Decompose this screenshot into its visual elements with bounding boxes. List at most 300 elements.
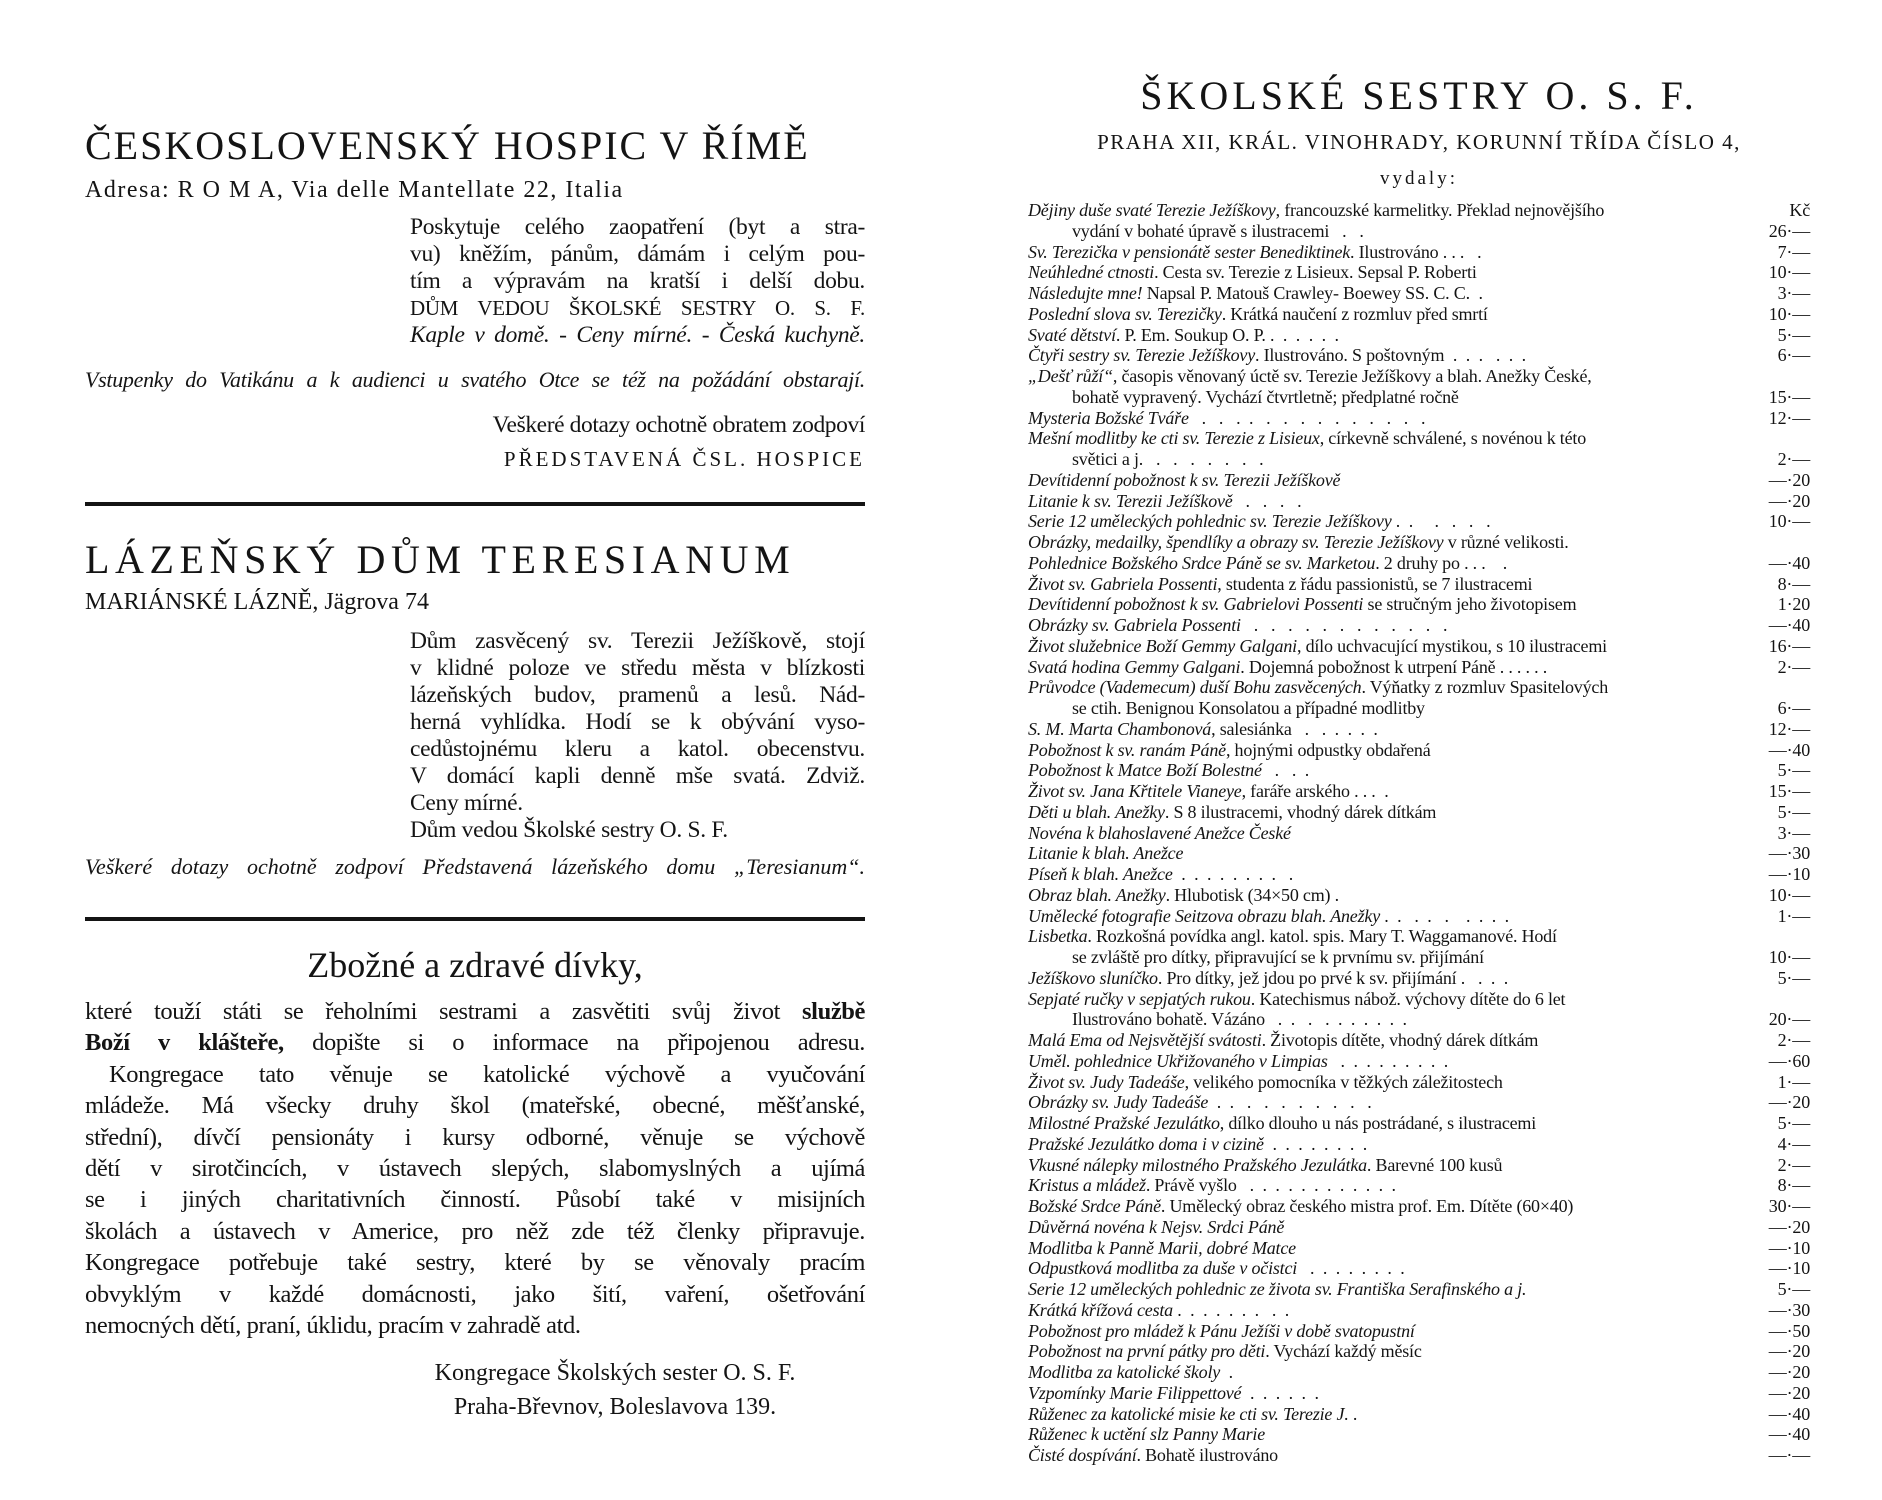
publication-row-continuation — [1028, 449, 1810, 470]
text-span: dopište si o informace na připojenou adresu. — [283, 1029, 865, 1057]
publication-title: Život sv. Gabriela Possenti — [1028, 573, 1218, 594]
publication-text — [1028, 760, 1748, 781]
publication-description: , velikého pomocníka v těžkých záležitostech — [1184, 1071, 1503, 1092]
publication-row — [1028, 1341, 1810, 1362]
publication-description: . Dojemná pobožnost k utrpení Páně . . . . . . — [1240, 656, 1548, 677]
publication-price: 1·20 — [1777, 594, 1810, 615]
publication-row — [1028, 677, 1810, 698]
publication-row — [1028, 283, 1810, 304]
publication-text — [1028, 1009, 1748, 1030]
publication-price: —·20 — [1768, 1216, 1810, 1237]
publication-price: —·20 — [1768, 1092, 1810, 1113]
publication-description: . . . . . . . . — [1297, 1258, 1405, 1279]
publication-description: se stručným jeho životopisem — [1363, 594, 1577, 615]
publication-row — [1028, 511, 1810, 532]
publication-row — [1028, 1404, 1810, 1425]
publication-text — [1028, 511, 1748, 532]
hospic-signature: PŘEDSTAVENÁ ČSL. HOSPICE — [503, 447, 865, 471]
publication-title: Pobožnost k Matce Boží Bolestné — [1028, 760, 1262, 781]
publication-row — [1028, 242, 1810, 263]
publication-title: Děti u blah. Anežky — [1028, 801, 1165, 822]
publication-title: Kristus a mládež — [1028, 1175, 1146, 1196]
publication-price: Kč — [1789, 200, 1810, 220]
publication-text — [1028, 1341, 1748, 1362]
publication-row-continuation — [1028, 387, 1810, 408]
publication-title: S. M. Marta Chambonová — [1028, 718, 1212, 739]
publication-description: vydání v bohaté úpravě s ilustracemi . . — [1072, 220, 1364, 241]
publication-price: —·30 — [1768, 843, 1810, 864]
publication-price: —·20 — [1768, 1362, 1810, 1382]
text-line: nemocných dětí, praní, úklidu, pracím v zahradě atd. — [85, 1312, 581, 1340]
text-line: Kongregace tato věnuje se katolické výchově a vyučování — [109, 1060, 865, 1088]
publication-price — [1748, 926, 1810, 947]
publication-row — [1028, 843, 1810, 864]
publication-row — [1028, 1072, 1810, 1093]
publication-price — [1748, 989, 1810, 1010]
publication-text — [1028, 1196, 1748, 1217]
publication-price: 3·— — [1777, 283, 1810, 303]
teresianum-address: MARIÁNSKÉ LÁZNĚ, Jägrova 74 — [85, 589, 429, 615]
text-line: Kaple v domě. - Ceny mírné. - Česká kuchyně. — [410, 322, 865, 348]
publication-price — [1748, 366, 1810, 387]
text-line: DŮM VEDOU ŠKOLSKÉ SESTRY O. S. F. — [410, 296, 865, 320]
publication-text — [1028, 1383, 1748, 1404]
publication-price: 15·— — [1768, 386, 1810, 407]
publication-price: —·10 — [1768, 1258, 1810, 1279]
publication-text — [1028, 553, 1748, 574]
publication-text — [1028, 200, 1748, 221]
publication-title: Krátká křížová cesta — [1028, 1299, 1173, 1320]
publication-price: 6·— — [1777, 345, 1810, 366]
publication-row — [1028, 1321, 1810, 1342]
publication-row — [1028, 636, 1810, 657]
publication-price: 20·— — [1768, 1009, 1810, 1030]
publication-text — [1028, 1051, 1748, 1072]
divky-body — [85, 996, 865, 1341]
publication-title: Svaté dětství — [1028, 324, 1116, 345]
publication-title: Poslední slova sv. Terezičky — [1028, 303, 1222, 324]
publication-description: . Bohatě ilustrováno — [1136, 1445, 1278, 1465]
publication-text — [1028, 594, 1748, 615]
publication-title: Obraz blah. Anežky — [1028, 884, 1166, 905]
publication-title: Život služebnice Boží Gemmy Galgani — [1028, 635, 1297, 656]
publication-row — [1028, 1300, 1810, 1321]
publication-text — [1028, 242, 1748, 263]
publication-price: —·10 — [1768, 864, 1810, 884]
publication-title: Obrázky, medailky, špendlíky a obrazy sv. Terezie Ježíškovy — [1028, 532, 1444, 552]
publication-description: Ilustrováno bohatě. Vázáno . . . . . . . . . . — [1072, 1009, 1407, 1030]
publication-row — [1028, 200, 1810, 221]
publication-text — [1028, 1424, 1748, 1445]
publication-text — [1028, 906, 1748, 927]
publication-title: Píseň k blah. Anežce — [1028, 864, 1173, 884]
text-line: Dům vedou Školské sestry O. S. F. — [410, 817, 728, 843]
publication-title: Litanie k blah. Anežce — [1028, 843, 1184, 864]
text-line: obvyklým v každé domácnosti, jako šití, vaření, ošetřování — [85, 1280, 865, 1308]
publication-row — [1028, 657, 1810, 678]
publication-description: . P. Em. Soukup O. P. . . . . . . — [1115, 324, 1339, 345]
text-line: střední), dívčí pensionáty i kursy odborné, věnuje se výchově — [85, 1123, 865, 1151]
publication-description: . Právě vyšlo . . . . . . . . . . . . — [1145, 1175, 1396, 1196]
publications-subtitle: vydaly: — [1380, 168, 1458, 189]
publication-price: 2·— — [1777, 1154, 1810, 1175]
publication-text — [1028, 885, 1748, 906]
publication-description: . — [1220, 1362, 1233, 1382]
publication-title: Pohlednice Božského Srdce Páně se sv. Marketou — [1028, 552, 1376, 573]
publication-description: se zvláště pro dítky, připravující se k prvnímu sv. přijímání — [1072, 947, 1484, 967]
publication-description: světici a j. . . . . . . . — [1072, 449, 1264, 469]
publication-description: . Hlubotisk (34×50 cm) . — [1165, 884, 1339, 905]
publication-description: , časopis věnovaný úctě sv. Terezie Ježíškovy a blah. Anežky České, — [1112, 366, 1592, 386]
publication-text — [1028, 1113, 1748, 1134]
publication-text — [1028, 304, 1748, 325]
hospic-tickets: Vstupenky do Vatikánu a k audienci u svatého Otce se též na požádání obstarají. — [85, 367, 865, 392]
publication-text — [1028, 532, 1748, 553]
publication-price: 2·— — [1777, 656, 1810, 677]
publication-row — [1028, 719, 1810, 740]
publication-row — [1028, 1258, 1810, 1279]
publication-description: . . . . . . . . — [1263, 1133, 1368, 1154]
publication-text — [1028, 1279, 1748, 1300]
publication-description: v různé velikosti. — [1443, 532, 1569, 552]
teresianum-inquiry: Veškeré dotazy ochotně zodpoví Představená lázeňského domu „Teresianum“. — [85, 854, 865, 879]
publication-title: Sv. Terezička v pensionátě sester Benediktinek — [1028, 241, 1351, 262]
publication-title: Devítidenní pobožnost k sv. Gabrielovi Possenti — [1028, 594, 1364, 615]
publication-row — [1028, 1155, 1810, 1176]
publication-row — [1028, 1445, 1810, 1466]
publication-text — [1028, 1030, 1748, 1051]
publication-title: Svatá hodina Gemmy Galgani — [1028, 656, 1241, 677]
hospic-inquiry: Veškeré dotazy ochotně obratem zodpoví — [492, 412, 865, 438]
publication-row — [1028, 1279, 1810, 1300]
publication-price: —·40 — [1768, 1403, 1810, 1424]
publication-title: Pobožnost na první pátky pro děti — [1028, 1341, 1266, 1362]
publication-description: . Cesta sv. Terezie z Lisieux. Sepsal P. Roberti — [1154, 262, 1477, 283]
publication-title: „Dešť růží“ — [1028, 366, 1113, 386]
publication-price: —·— — [1768, 1445, 1810, 1465]
text-line: v klidné poloze ve středu města v blízkosti — [410, 655, 865, 681]
text-line: Kongregace potřebuje také sestry, které by se věnovaly pracím — [85, 1249, 865, 1277]
text-line: lázeňských budov, pramenů a lesů. Nád- — [410, 682, 865, 708]
publication-price: 1·— — [1777, 1071, 1810, 1092]
publication-row-continuation — [1028, 221, 1810, 242]
publication-title: Vkusné nálepky milostného Pražského Jezulátka — [1028, 1154, 1367, 1175]
publication-row — [1028, 1175, 1810, 1196]
publication-price: 15·— — [1768, 781, 1810, 801]
publication-title: Uměl. pohlednice Ukřižovaného v Limpias — [1028, 1050, 1328, 1071]
publication-text — [1028, 1092, 1748, 1113]
publication-row-continuation — [1028, 698, 1810, 719]
publication-price: 10·— — [1768, 947, 1810, 967]
publication-description: , dílo uchvacující mystikou, s 10 ilustracemi — [1296, 635, 1607, 656]
publication-title: Život sv. Judy Tadeáše — [1028, 1071, 1185, 1092]
publication-text — [1028, 843, 1748, 864]
publication-title: Obrázky sv. Gabriela Possenti — [1028, 615, 1241, 635]
publication-title: Obrázky sv. Judy Tadeáše — [1028, 1092, 1209, 1113]
publication-row — [1028, 968, 1810, 989]
text-line: Poskytuje celého zaopatření (byt a stra- — [410, 214, 865, 240]
teresianum-title: LÁZEŇSKÝ DŮM TERESIANUM — [85, 537, 796, 582]
divky-signature-name: Kongregace Školských sester O. S. F. — [434, 1360, 796, 1386]
publication-title: Lisbetka — [1028, 926, 1088, 947]
publication-description: . Barevné 100 kusů — [1366, 1154, 1503, 1175]
publication-text — [1028, 926, 1748, 947]
publication-description: . . . — [1261, 760, 1310, 781]
publication-description: . . . . . . . . . . — [1208, 1092, 1372, 1113]
publication-row — [1028, 760, 1810, 781]
publication-description: . Pro dítky, jež jdou po prvé k sv. přijímání . . . . — [1157, 967, 1509, 988]
publication-row — [1028, 906, 1810, 927]
publication-row — [1028, 615, 1810, 636]
text-line — [85, 996, 865, 1027]
publication-text — [1028, 968, 1748, 989]
publication-text — [1028, 719, 1748, 740]
publication-row — [1028, 1362, 1810, 1383]
publication-title: Serie 12 uměleckých pohlednic sv. Terezie Ježíškovy — [1028, 511, 1392, 532]
publication-row — [1028, 926, 1810, 947]
publication-title: Důvěrná novéna k Nejsv. Srdci Páně — [1028, 1216, 1285, 1237]
publication-row — [1028, 408, 1810, 429]
publication-price: 12·— — [1768, 407, 1810, 428]
publication-text — [1028, 1072, 1748, 1093]
publication-price: —·10 — [1768, 1237, 1810, 1258]
publication-description: . Životopis dítěte, vhodný dárek dítkám — [1261, 1030, 1539, 1050]
text-line: herná vyhlídka. Hodí se k obývání vyso- — [410, 709, 865, 735]
publication-text — [1028, 677, 1748, 698]
publication-price: 30·— — [1768, 1196, 1810, 1216]
text-line: Ceny mírné. — [410, 790, 523, 816]
publication-text — [1028, 1300, 1748, 1321]
hospic-address: Adresa: R O M A, Via delle Mantellate 22, Italia — [85, 177, 624, 203]
publication-text — [1028, 1175, 1748, 1196]
publication-row — [1028, 1051, 1810, 1072]
publications-list — [1028, 200, 1810, 1466]
publication-row — [1028, 345, 1810, 366]
publication-description: se ctih. Benignou Konsolatou a případné modlitby — [1072, 698, 1425, 718]
publication-description: . Krátká naučení z rozmluv před smrtí — [1221, 303, 1488, 324]
publication-price: —·20 — [1768, 1341, 1810, 1362]
publication-text — [1028, 657, 1748, 678]
publication-text — [1028, 636, 1748, 657]
publication-description: , francouzské karmelitky. Překlad nejnovějšího — [1275, 200, 1605, 220]
publication-row — [1028, 366, 1810, 387]
publication-row — [1028, 802, 1810, 823]
publication-price: —·20 — [1768, 1382, 1810, 1403]
publication-text — [1028, 449, 1748, 470]
publication-title: Devítidenní pobožnost k sv. Terezii Ježíškově — [1028, 469, 1341, 490]
publication-description: . S 8 ilustracemi, vhodný dárek dítkám — [1164, 801, 1437, 822]
publication-title: Sepjaté ručky v sepjatých rukou — [1028, 988, 1251, 1009]
publication-price: 1·— — [1777, 905, 1810, 926]
publication-text — [1028, 740, 1748, 761]
publication-title: Pražské Jezulátko doma i v cizině — [1028, 1133, 1264, 1154]
publication-text — [1028, 802, 1748, 823]
publication-description: , studenta z řádu passionistů, se 7 ilustracemi — [1217, 573, 1533, 594]
publication-price: —·20 — [1768, 490, 1810, 511]
publication-title: Dějiny duše svaté Terezie Ježíškovy — [1028, 200, 1276, 220]
text-line: Dům zasvěcený sv. Terezii Ježíškově, stojí — [410, 628, 865, 654]
publication-row — [1028, 864, 1810, 885]
publication-price: —·40 — [1768, 739, 1810, 760]
publications-address: PRAHA XII, KRÁL. VINOHRADY, KORUNNÍ TŘÍDA ČÍSLO 4, — [1097, 130, 1741, 154]
publication-title: Pobožnost pro mládež k Pánu Ježíši v době svatopustní — [1028, 1320, 1415, 1341]
publication-row — [1028, 1092, 1810, 1113]
publication-title: Neúhledné ctnosti — [1028, 262, 1155, 283]
publication-text — [1028, 864, 1748, 885]
publication-price: 10·— — [1768, 262, 1810, 283]
publication-price: 5·— — [1777, 801, 1810, 822]
publication-title: Serie 12 uměleckých pohlednic ze života sv. Františka Serafinského a j. — [1028, 1279, 1527, 1299]
publication-price: 5·— — [1777, 1279, 1810, 1299]
publication-row — [1028, 885, 1810, 906]
publication-text — [1028, 325, 1748, 346]
publication-description: . Výňatky z rozmluv Spasitelových — [1361, 677, 1608, 698]
publication-text — [1028, 1362, 1748, 1383]
publication-price: —·40 — [1768, 552, 1810, 573]
publication-price: 6·— — [1777, 698, 1810, 718]
publication-description: . . . . . . . . . — [1172, 1299, 1290, 1320]
bold-span: Boží v klášteře, — [85, 1029, 284, 1057]
publication-title: Život sv. Jana Křtitele Vianeye — [1028, 781, 1242, 801]
publication-title: Pobožnost k sv. ranám Páně — [1028, 739, 1226, 760]
text-line: mládeže. Má všecky druhy škol (mateřské, obecné, měšťanské, — [85, 1092, 865, 1120]
publication-text — [1028, 366, 1748, 387]
publication-description: . . . . . . — [1391, 511, 1491, 532]
publication-text — [1028, 1258, 1748, 1279]
publication-text — [1028, 428, 1748, 449]
text-line: vu) kněžím, pánům, dámám i celým pou- — [410, 241, 865, 267]
publication-text — [1028, 491, 1748, 512]
text-line: dětí v sirotčincích, v ústavech slepých, slabomyslných a ujímá — [85, 1155, 865, 1183]
publication-price: —·50 — [1768, 1320, 1810, 1341]
divider — [85, 917, 865, 921]
publication-price — [1748, 532, 1810, 553]
publication-title: Novéna k blahoslavené Anežce České — [1028, 822, 1291, 843]
text-line: V domácí kapli denně mše svatá. Zdviž. — [410, 763, 865, 789]
publication-title: Čtyři sestry sv. Terezie Ježíškovy — [1028, 345, 1255, 366]
publication-description: , faráře arského . . . . — [1241, 781, 1389, 801]
publication-description: . . . . . . . . . — [1327, 1050, 1449, 1071]
publication-row — [1028, 574, 1810, 595]
publication-row — [1028, 553, 1810, 574]
publication-text — [1028, 1155, 1748, 1176]
publication-price: —·30 — [1768, 1299, 1810, 1320]
publication-description: . Ilustrováno. S poštovným . . . . . . — [1254, 345, 1526, 366]
publication-title: Malá Ema od Nejsvětější svátosti — [1028, 1030, 1262, 1050]
publication-row — [1028, 491, 1810, 512]
publication-row — [1028, 1383, 1810, 1404]
publication-row — [1028, 428, 1810, 449]
publication-price: 5·— — [1777, 760, 1810, 781]
publication-description: . Katechismus nábož. výchovy dítěte do 6 let — [1250, 988, 1566, 1009]
publication-description: . . . . . . . . . — [1172, 864, 1294, 884]
publication-title: Milostné Pražské Jezulátko — [1028, 1113, 1220, 1133]
publication-price — [1748, 428, 1810, 449]
publication-text — [1028, 989, 1748, 1010]
divky-title: Zbožné a zdravé dívky, — [307, 945, 643, 985]
publication-description: . — [1348, 1403, 1358, 1424]
text-line: cedůstojnému kleru a katol. obecenstvu. — [410, 736, 865, 762]
publication-row — [1028, 781, 1810, 802]
publication-text — [1028, 221, 1748, 242]
publication-text — [1028, 781, 1748, 802]
publication-price: —·40 — [1768, 615, 1810, 635]
publication-price: 2·— — [1777, 449, 1810, 469]
publication-title: Čisté dospívání — [1028, 1445, 1137, 1465]
publication-price: 10·— — [1768, 884, 1810, 905]
publication-price: 10·— — [1768, 511, 1810, 532]
text-line: se i jiných charitativních činností. Působí také v misijních — [85, 1186, 865, 1214]
publication-description: . Rozkošná povídka angl. katol. spis. Mary T. Waggamanové. Hodí — [1087, 926, 1557, 947]
publication-title: Ježíškovo sluníčko — [1028, 967, 1158, 988]
publication-row — [1028, 304, 1810, 325]
publication-title: Modlitba za katolické školy — [1028, 1362, 1221, 1382]
text-line — [85, 1027, 865, 1058]
publication-description: , dílko dlouho u nás postrádané, s ilustracemi — [1219, 1113, 1537, 1133]
publication-title: Odpustková modlitba za duše v očistci — [1028, 1258, 1298, 1279]
publication-description: . . . . — [1232, 490, 1302, 511]
publication-description: . . . . . . . . . . . . . . — [1188, 407, 1426, 428]
publication-text — [1028, 1238, 1748, 1259]
publication-description: . 2 druhy po . . . . — [1375, 552, 1508, 573]
publication-price — [1748, 677, 1810, 698]
publication-row — [1028, 740, 1810, 761]
hospic-title: ČESKOSLOVENSKÝ HOSPIC V ŘÍMĚ — [85, 123, 810, 168]
publication-title: Mešní modlitby ke cti sv. Terezie z Lisieux — [1028, 428, 1320, 449]
publication-description: . Vychází každý měsíc — [1265, 1341, 1422, 1362]
publication-text — [1028, 1321, 1748, 1342]
publication-text — [1028, 408, 1748, 429]
divider — [85, 502, 865, 506]
publication-price: —·20 — [1768, 469, 1810, 490]
text-line: tím a výpravám na kratší i delší dobu. — [410, 268, 865, 294]
publication-text — [1028, 615, 1748, 636]
publication-row — [1028, 262, 1810, 283]
publication-description: . . . . . . — [1241, 1382, 1319, 1403]
publication-title: Božské Srdce Páně — [1028, 1196, 1161, 1216]
publication-price: 26·— — [1768, 220, 1810, 241]
publication-text — [1028, 470, 1748, 491]
publication-row — [1028, 594, 1810, 615]
publication-text — [1028, 283, 1748, 304]
hospic-description — [410, 214, 865, 349]
publication-title: Průvodce (Vademecum) duší Bohu zasvěcených — [1028, 677, 1362, 698]
bold-span: službě — [802, 998, 865, 1025]
publication-text — [1028, 574, 1748, 595]
publication-text — [1028, 387, 1748, 408]
text-line: školách a ústavech v Americe, pro něž zde též členky připravuje. — [85, 1217, 865, 1245]
publication-description: , církevně schválené, s novénou k této — [1319, 428, 1586, 449]
publication-title: Modlitba k Panně Marii, dobré Matce — [1028, 1237, 1296, 1258]
publication-row — [1028, 1238, 1810, 1259]
publication-price: —·40 — [1768, 1424, 1810, 1445]
publication-row — [1028, 1424, 1810, 1445]
publication-row — [1028, 1030, 1810, 1051]
publication-text — [1028, 698, 1748, 719]
publication-description: Napsal P. Matouš Crawley- Boewey SS. C. C. . — [1142, 283, 1483, 303]
publication-row — [1028, 1196, 1810, 1217]
publication-title: Vzpomínky Marie Filippettové — [1028, 1382, 1242, 1403]
publication-text — [1028, 1217, 1748, 1238]
publication-price: 8·— — [1777, 1175, 1810, 1196]
publication-row — [1028, 1217, 1810, 1238]
text-span: které touží státi se řeholními sestrami a zasvětiti svůj život — [85, 998, 803, 1025]
publication-price: 5·— — [1777, 1113, 1810, 1133]
publication-row — [1028, 1113, 1810, 1134]
publications-title: ŠKOLSKÉ SESTRY O. S. F. — [1140, 73, 1698, 118]
publication-title: Umělecké fotografie Seitzova obrazu blah. Anežky — [1028, 905, 1380, 926]
publication-text — [1028, 1134, 1748, 1155]
